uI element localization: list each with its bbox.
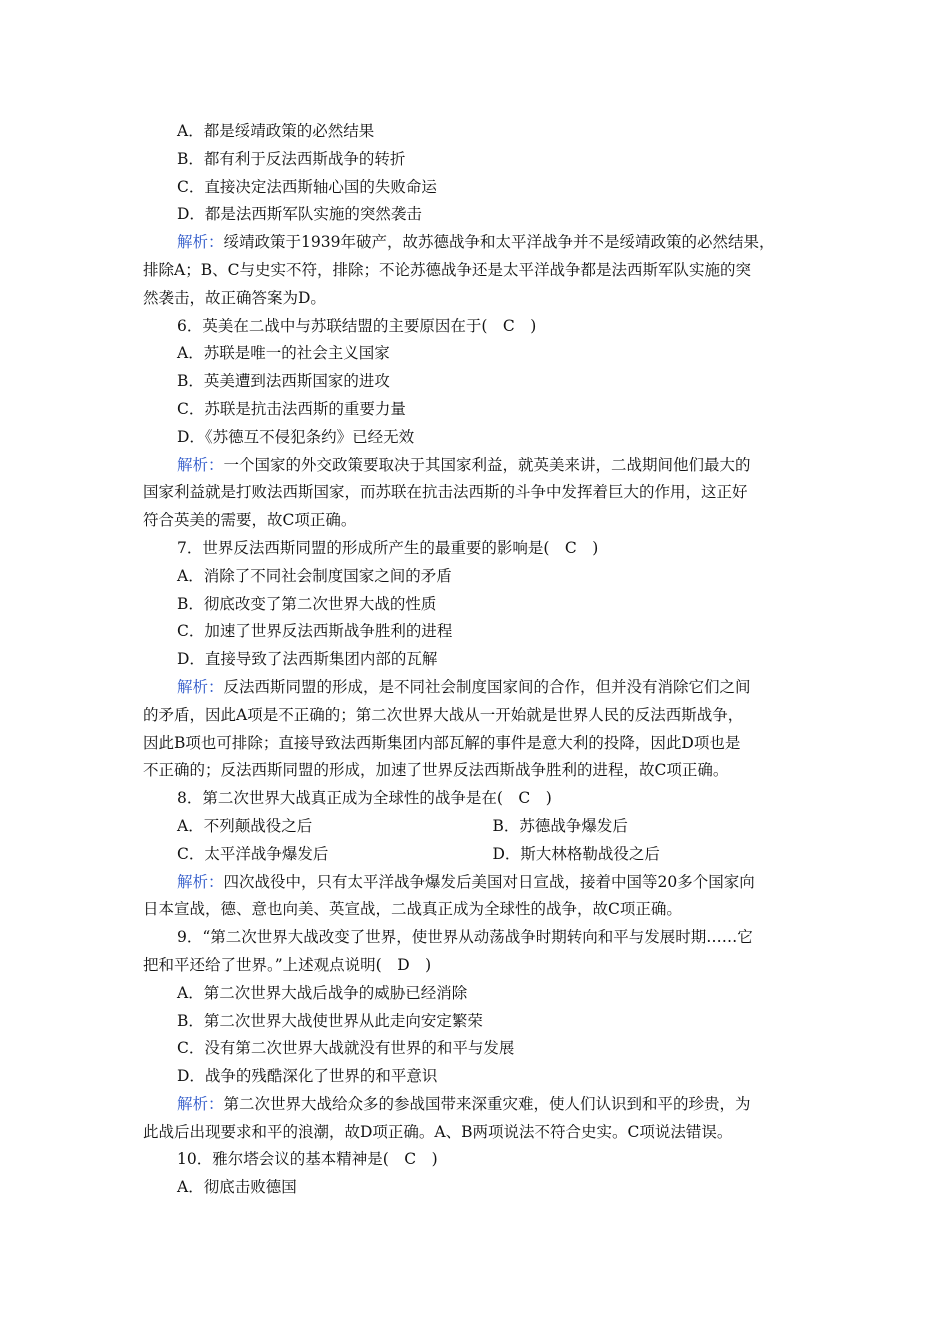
- q6-explanation-line: [143, 452, 808, 480]
- q7-explanation-text: 反法西斯同盟的形成，是不同社会制度国家间的合作，但并没有消除它们之间: [223, 677, 751, 696]
- q8-explanation-line: 日本宣战，德、意也向美、英宣战，二战真正成为全球性的战争，故C项正确。: [143, 900, 682, 919]
- q8-option-a: A．不列颠战役之后: [177, 816, 313, 835]
- q6-explanation-line: 国家利益就是打败法西斯国家，而苏联在抗击法西斯的斗争中发挥着巨大的作用，这正好: [143, 483, 748, 502]
- q9-option-a: A．第二次世界大战后战争的威胁已经消除: [177, 983, 468, 1002]
- q7-explanation-line: 因此B项也可排除；直接导致法西斯集团内部瓦解的事件是意大利的投降，因此D项也是: [143, 733, 741, 752]
- q5-option-b: B．都有利于反法西斯战争的转折: [177, 149, 406, 168]
- q10-option-a: A．彻底击败德国: [177, 1178, 297, 1197]
- explanation-label: 解析：: [177, 455, 224, 474]
- explanation-label: 解析：: [177, 233, 224, 252]
- document-page: [143, 118, 808, 1202]
- q8-option-d: D．斯大林格勒战役之后: [492, 844, 660, 863]
- q9-option-d: D．战争的残酷深化了世界的和平意识: [177, 1067, 438, 1086]
- q6-option-b: B．英美遭到法西斯国家的进攻: [177, 372, 390, 391]
- q5-option-d: D．都是法西斯军队实施的突然袭击: [177, 205, 422, 224]
- q9-stem: 9．“第二次世界大战改变了世界，使世界从动荡战争时期转向和平与发展时期……它: [177, 928, 753, 947]
- explanation-label: 解析：: [177, 677, 224, 696]
- explanation-label: 解析：: [177, 1094, 224, 1113]
- q7-option-d: D．直接导致了法西斯集团内部的瓦解: [177, 650, 438, 669]
- q7-option-a: A．消除了不同社会制度国家之间的矛盾: [177, 566, 452, 585]
- q7-stem: 7．世界反法西斯同盟的形成所产生的最重要的影响是( C ): [177, 538, 599, 557]
- q5-option-a: A．都是绥靖政策的必然结果: [177, 122, 375, 140]
- q6-option-c: C．苏联是抗击法西斯的重要力量: [177, 399, 406, 418]
- q9-option-b: B．第二次世界大战使世界从此走向安定繁荣: [177, 1011, 483, 1030]
- q7-explanation-line: [143, 674, 808, 702]
- q8-explanation-line: [143, 869, 808, 897]
- q5-explanation-line: 然袭击，故正确答案为D。: [143, 288, 326, 307]
- q5-explanation-line: 排除A；B、C与史实不符，排除；不论苏德战争还是太平洋战争都是法西斯军队实施的突: [143, 260, 751, 279]
- q9-explanation-line: 此战后出现要求和平的浪潮，故D项正确。A、B两项说法不符合史实。C项说法错误。: [143, 1122, 733, 1141]
- q6-stem: 6．英美在二战中与苏联结盟的主要原因在于( C ): [177, 316, 537, 335]
- q8-stem: 8．第二次世界大战真正成为全球性的战争是在( C ): [177, 789, 552, 808]
- q9-option-c: C．没有第二次世界大战就没有世界的和平与发展: [177, 1039, 515, 1058]
- q8-options-row: [143, 841, 808, 869]
- q7-option-c: C．加速了世界反法西斯战争胜利的进程: [177, 622, 453, 641]
- q9-explanation-text: 第二次世界大战给众多的参战国带来深重灾难，使人们认识到和平的珍贵，为: [223, 1094, 751, 1113]
- q5-explanation-text: 绥靖政策于1939年破产，故苏德战争和太平洋战争并不是绥靖政策的必然结果，: [223, 233, 775, 252]
- q6-explanation-line: 符合英美的需要，故C项正确。: [143, 511, 357, 530]
- q7-explanation-line: 不正确的；反法西斯同盟的形成，加速了世界反法西斯战争胜利的进程，故C项正确。: [143, 761, 729, 780]
- q8-options-row: [143, 813, 808, 841]
- q6-option-a: A．苏联是唯一的社会主义国家: [177, 344, 390, 363]
- q7-option-b: B．彻底改变了第二次世界大战的性质: [177, 594, 437, 613]
- q8-option-b: B．苏德战争爆发后: [492, 816, 628, 835]
- q5-option-c: C．直接决定法西斯轴心国的失败命运: [177, 177, 437, 196]
- explanation-label: 解析：: [177, 872, 224, 891]
- q8-option-c: C．太平洋战争爆发后: [177, 844, 329, 863]
- q10-stem: 10．雅尔塔会议的基本精神是( C ): [177, 1150, 438, 1169]
- q9-explanation-line: [143, 1091, 808, 1119]
- q9-stem-cont: 把和平还给了世界。”上述观点说明( D ): [143, 955, 432, 974]
- q6-option-d: D．《苏德互不侵犯条约》已经无效: [177, 427, 415, 446]
- q7-explanation-line: 的矛盾，因此A项是不正确的；第二次世界大战从一开始就是世界人民的反法西斯战争，: [143, 705, 744, 724]
- q8-explanation-text: 四次战役中，只有太平洋战争爆发后美国对日宣战，接着中国等20多个国家向: [223, 872, 755, 891]
- q6-explanation-text: 一个国家的外交政策要取决于其国家利益，就英美来讲，二战期间他们最大的: [223, 455, 751, 474]
- q5-explanation-line: [143, 229, 808, 257]
